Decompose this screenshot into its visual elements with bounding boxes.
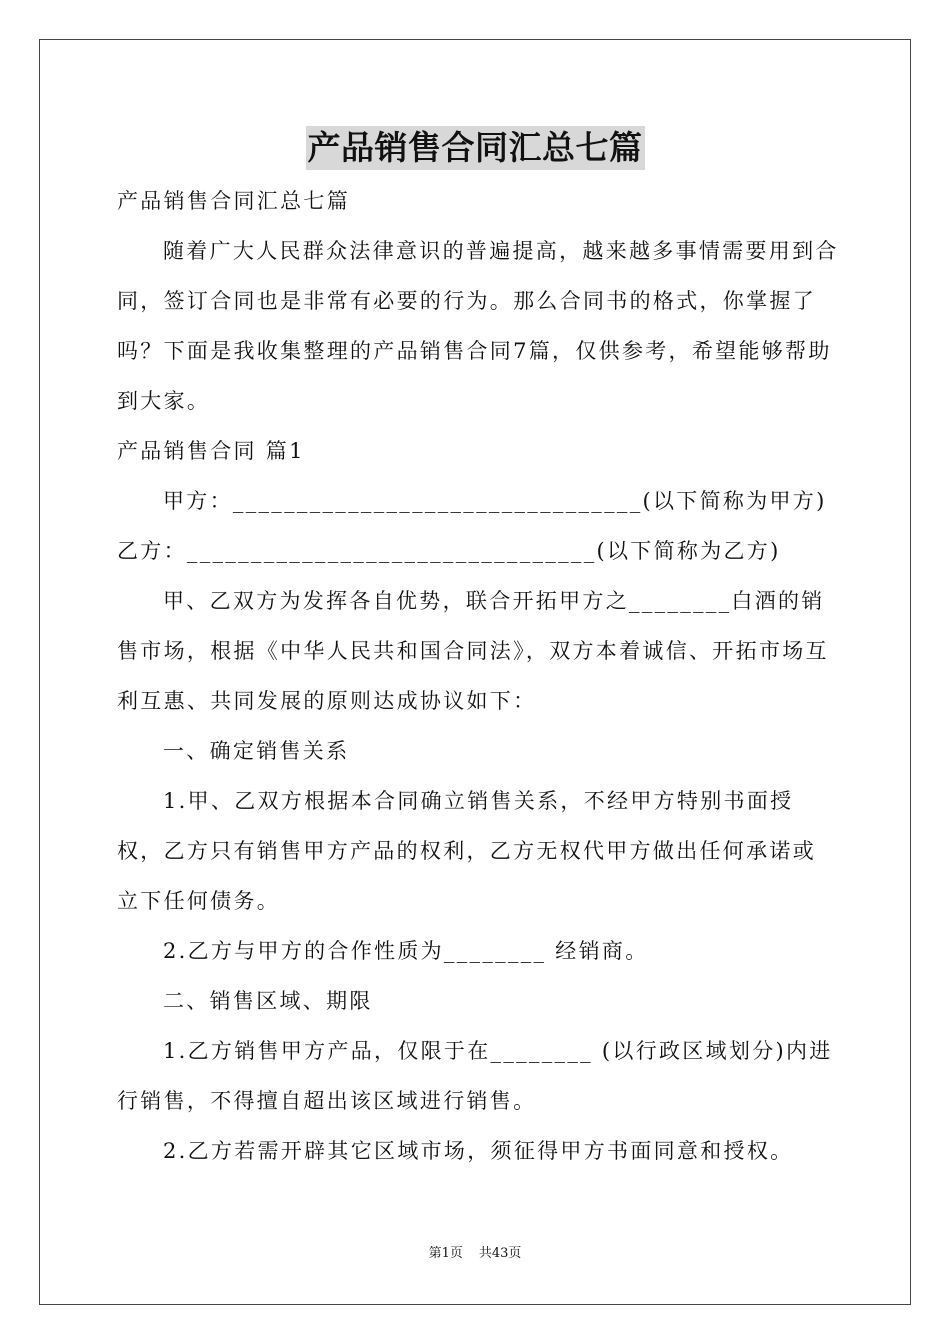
page-number: 第1页 — [428, 1246, 463, 1261]
clause-heading: 一、确定销售关系 — [163, 739, 350, 763]
title-wrap — [0, 126, 950, 170]
paragraph: 甲、乙双方为发挥各自优势，联合开拓甲方之________白酒的销售市场，根据《中华人民共和国合同法》，双方本着诚信、开拓市场互利互惠、共同发展的原则达成协议如下： — [117, 589, 829, 713]
page-total: 共43页 — [478, 1246, 522, 1261]
paragraph: 1.乙方销售甲方产品，仅限于在________ (以行政区域划分)内进行销售，不得擅自超出该区域进行销售。 — [117, 1039, 833, 1113]
paragraph: 产品销售合同汇总七篇 — [117, 189, 350, 213]
paragraph: 随着广大人民群众法律意识的普遍提高，越来越多事情需要用到合同，签订合同也是非常有必要的行为。那么合同书的格式，你掌握了吗？下面是我收集整理的产品销售合同7篇，仅供参考，希望能够帮助到大家。 — [117, 239, 839, 413]
document-body — [117, 176, 839, 1176]
page-footer — [0, 1244, 950, 1264]
paragraph: 1.甲、乙双方根据本合同确立销售关系，不经甲方特别书面授权，乙方只有销售甲方产品的权利，乙方无权代甲方做出任何承诺或立下任何债务。 — [117, 789, 816, 913]
clause-heading: 二、销售区域、期限 — [163, 989, 373, 1013]
paragraph: 2.乙方若需开辟其它区域市场，须征得甲方书面同意和授权。 — [163, 1139, 794, 1163]
paragraph: 2.乙方与甲方的合作性质为________ 经销商。 — [163, 939, 649, 963]
section-heading: 产品销售合同 篇1 — [117, 439, 305, 463]
document-title: 产品销售合同汇总七篇 — [306, 126, 645, 170]
paragraph: 甲方：________________________________(以下简称为甲方)乙方：________________________________(以下简称为乙方) — [117, 489, 827, 563]
